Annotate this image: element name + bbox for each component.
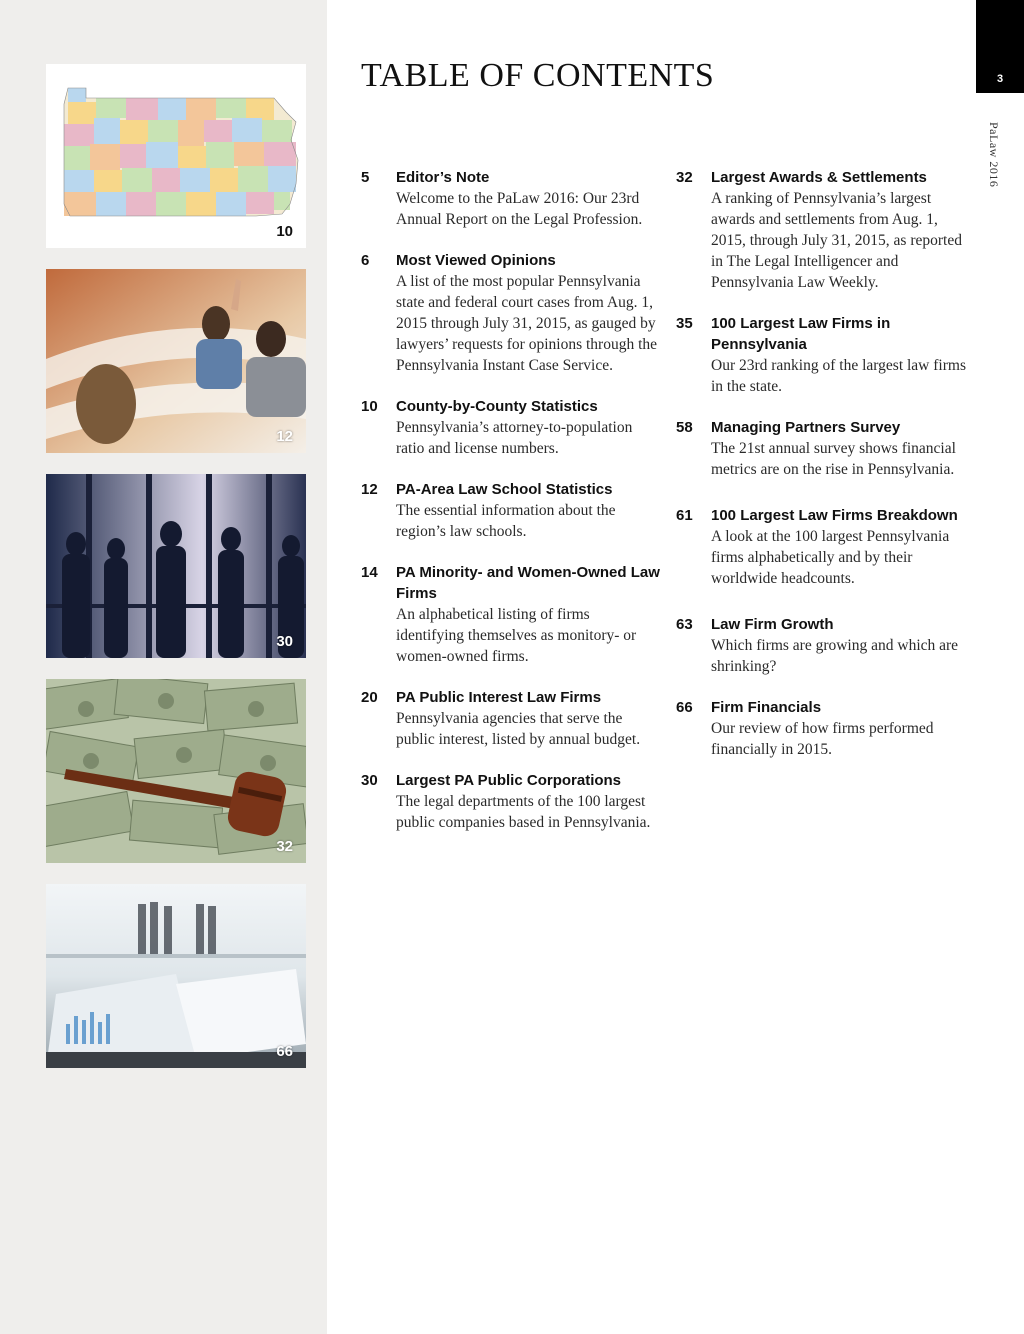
- toc-entry-title[interactable]: Largest Awards & Settlements: [711, 169, 927, 186]
- toc-entry[interactable]: [676, 417, 976, 480]
- toc-entry-page: 30: [361, 772, 378, 789]
- toc-entry-page: 32: [676, 169, 693, 186]
- toc-entry-title[interactable]: Largest PA Public Corporations: [396, 772, 622, 789]
- thumbnail-page-number: 30: [276, 633, 293, 650]
- toc-entry-description: A ranking of Pennsylvania’s largest awards and settlements from Aug. 1, 2015, through July 31, 2015, as reported in The Legal Intelligencer and Pennsylvania Law Weekly.: [711, 190, 962, 291]
- toc-entry[interactable]: [361, 562, 661, 667]
- lecture-hall-thumbnail[interactable]: [46, 269, 306, 453]
- toc-entry-title[interactable]: Managing Partners Survey: [711, 419, 901, 436]
- toc-entry-page: 61: [676, 507, 693, 524]
- toc-entry[interactable]: [676, 505, 976, 589]
- pennsylvania-map-thumbnail[interactable]: [46, 64, 306, 248]
- gavel-money-thumbnail[interactable]: [46, 679, 306, 863]
- thumbnail-page-number: 10: [276, 223, 293, 240]
- page-number-tab: [976, 0, 1024, 93]
- toc-entry[interactable]: [361, 396, 661, 459]
- toc-entry[interactable]: [676, 313, 976, 397]
- toc-entry-page: 35: [676, 315, 693, 332]
- toc-entry[interactable]: [361, 479, 661, 542]
- business-people-thumbnail[interactable]: [46, 474, 306, 658]
- thumbnail-page-number: 12: [276, 428, 293, 445]
- toc-left-column: [361, 167, 661, 833]
- toc-entry[interactable]: [361, 770, 661, 833]
- toc-entry-title[interactable]: 100 Largest Law Firms in Pennsylvania: [711, 315, 891, 353]
- toc-entry-page: 14: [361, 564, 378, 581]
- thumbnail-page-number: 32: [276, 838, 293, 855]
- toc-entry-title[interactable]: Most Viewed Opinions: [396, 252, 556, 269]
- gavel-on-money-photo-icon: [46, 679, 306, 863]
- toc-entry-description: Our 23rd ranking of the largest law firms in the state.: [711, 357, 966, 395]
- toc-entry[interactable]: [361, 167, 661, 230]
- toc-entry[interactable]: [676, 614, 976, 677]
- toc-right-column: [676, 167, 976, 760]
- toc-entry-description: The essential information about the region’s law schools.: [396, 502, 616, 540]
- running-head: PaLaw 2016: [987, 122, 1001, 188]
- toc-entry[interactable]: [676, 167, 976, 293]
- toc-entry-description: The 21st annual survey shows financial metrics are on the rise in Pennsylvania.: [711, 440, 956, 478]
- toc-entry-description: Which firms are growing and which are shrinking?: [711, 637, 959, 675]
- toc-entry-page: 66: [676, 699, 693, 716]
- toc-entry-title[interactable]: 100 Largest Law Firms Breakdown: [711, 507, 958, 524]
- sidebar: [0, 0, 327, 1334]
- toc-entry-description: Pennsylvania agencies that serve the public interest, listed by annual budget.: [396, 710, 641, 748]
- toc-entry-title[interactable]: Firm Financials: [711, 699, 822, 716]
- pennsylvania-map-icon: [46, 64, 306, 248]
- toc-entry-page: 20: [361, 689, 378, 706]
- toc-entry-title[interactable]: Editor’s Note: [396, 169, 490, 186]
- meeting-documents-photo-icon: [46, 884, 306, 1068]
- toc-entry-page: 63: [676, 616, 693, 633]
- toc-entry-page: 6: [361, 252, 370, 269]
- toc-entry-title[interactable]: Law Firm Growth: [711, 616, 834, 633]
- toc-entry-description: Our review of how firms performed financially in 2015.: [711, 720, 934, 758]
- toc-entry-description: The legal departments of the 100 largest public companies based in Pennsylvania.: [396, 793, 651, 831]
- thumbnail-page-number: 66: [276, 1043, 293, 1060]
- toc-entry-description: A look at the 100 largest Pennsylvania firms alphabetically and by their worldwide headcounts.: [711, 528, 950, 587]
- toc-entry-description: An alphabetical listing of firms identifying themselves as monitory- or women-owned firms.: [396, 606, 637, 665]
- toc-entry-page: 58: [676, 419, 693, 436]
- toc-entry-title[interactable]: PA-Area Law School Statistics: [396, 481, 613, 498]
- toc-entry-description: Pennsylvania’s attorney-to-population ratio and license numbers.: [396, 419, 633, 457]
- toc-entry-page: 12: [361, 481, 378, 498]
- business-silhouette-photo-icon: [46, 474, 306, 658]
- page-number: 3: [996, 73, 1004, 85]
- toc-entry-title[interactable]: PA Public Interest Law Firms: [396, 689, 602, 706]
- toc-entry-page: 10: [361, 398, 378, 415]
- toc-entry[interactable]: [361, 250, 661, 376]
- business-meeting-thumbnail[interactable]: [46, 884, 306, 1068]
- toc-entry-title[interactable]: County-by-County Statistics: [396, 398, 598, 415]
- toc-entry[interactable]: [676, 697, 976, 760]
- toc-entry-description: A list of the most popular Pennsylvania state and federal court cases from Aug. 1, 2015 through July 31, 2015, as gauged by lawyers’ requests for opinions through the Pennsylvania Instant Case Service.: [396, 273, 658, 374]
- toc-entry-description: Welcome to the PaLaw 2016: Our 23rd Annual Report on the Legal Profession.: [396, 190, 643, 228]
- page-title: TABLE OF CONTENTS: [361, 57, 715, 94]
- lecture-hall-photo-icon: [46, 269, 306, 453]
- toc-entry-page: 5: [361, 169, 370, 186]
- toc-entry[interactable]: [361, 687, 661, 750]
- toc-entry-title[interactable]: PA Minority- and Women-Owned Law Firms: [396, 564, 660, 602]
